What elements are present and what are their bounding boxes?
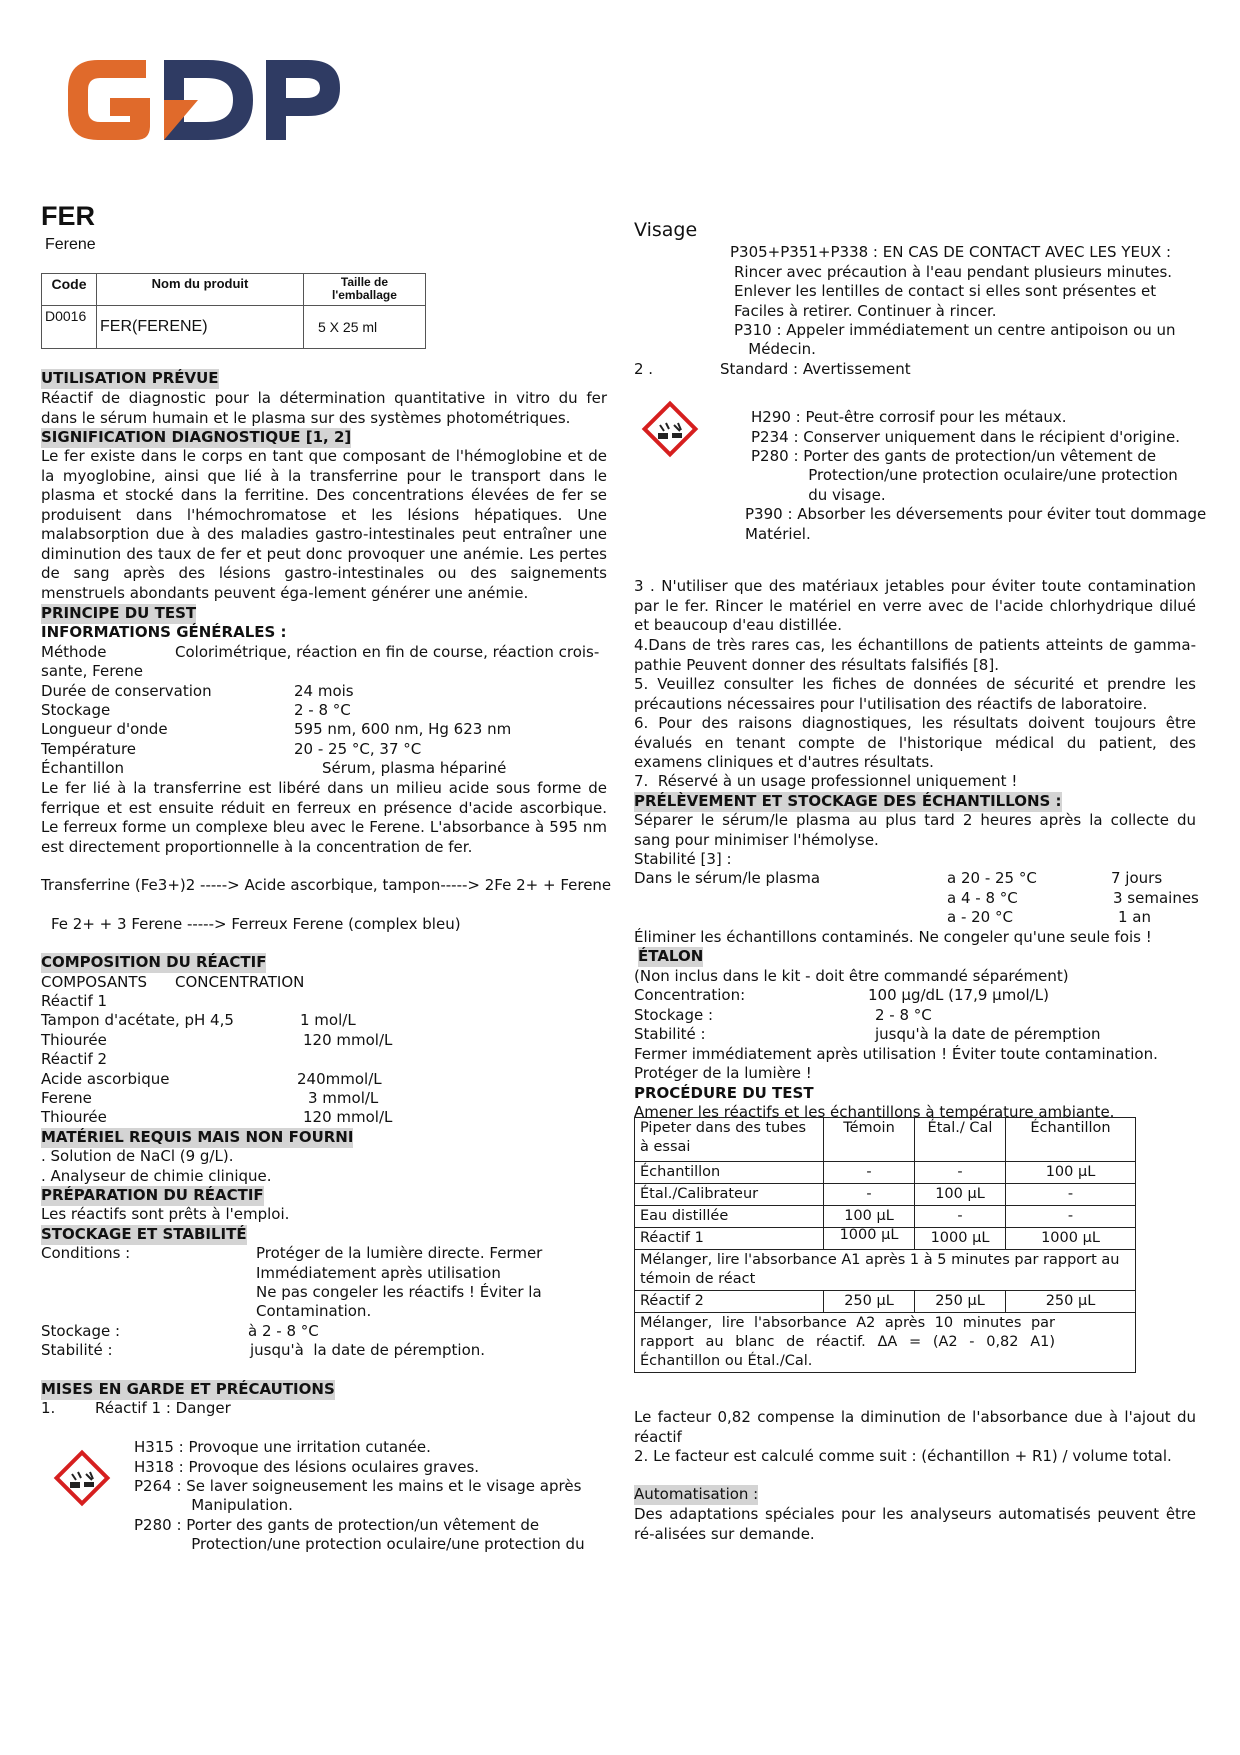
table-cell: Échantillon	[635, 1162, 824, 1184]
component-name: Ferene	[41, 1089, 92, 1107]
table-cell: Eau distillée	[635, 1206, 824, 1228]
hazard-statement: Manipulation.	[134, 1496, 293, 1514]
section-heading: ÉTALON	[638, 947, 704, 965]
signification-text: Le fer existe dans le corps en tant que composant de l'hémoglobine et de la myoglobine, ainsi que lié à la transferrine pour le transport dans le plasma et stocké dans la ferritine. Des concentrations élevées de fer se produisent dans l'hémochromatose et les lésions hépatiques. Une malabsorption due à des maladies gastro-intestinales peut entraîner une diminution des taux de fer et peut donc provoquer une anémie. Les pertes de sang après des lésions gastro-intestinales ou des saignements menstruels abondants peuvent éga-lement générer une anémie.	[41, 447, 607, 602]
prelev-text: Séparer le sérum/le plasma au plus tard 2 heures après la collecte du sang pour minimiser l'hémolyse.	[634, 811, 1196, 849]
table-cell: -	[1006, 1206, 1136, 1228]
table-cell: Réactif 1	[635, 1228, 824, 1250]
component-conc: 1 mol/L	[300, 1011, 356, 1029]
conditions-line: Immédiatement après utilisation	[256, 1264, 501, 1282]
table-cell: -	[915, 1162, 1006, 1184]
product-size: 5 X 25 ml	[304, 306, 426, 349]
table-row	[635, 1313, 1136, 1373]
table-header: Échantillon	[1006, 1118, 1136, 1162]
stabilite-ref: Stabilité [3] :	[634, 850, 732, 868]
conditions-label: Conditions :	[41, 1244, 131, 1262]
table-row	[635, 1291, 1136, 1313]
component-name: Thiourée	[41, 1108, 107, 1126]
table-cell: 100 µL	[824, 1206, 915, 1228]
etalon-label: Stabilité :	[634, 1025, 706, 1043]
page-title: FER	[41, 201, 95, 231]
component-name: Acide ascorbique	[41, 1070, 170, 1088]
stability-duration: 1 an	[1118, 908, 1152, 926]
corrosive-hazard-icon	[640, 399, 700, 459]
info-value: 20 - 25 °C, 37 °C	[294, 740, 422, 758]
etalon-label: Stockage :	[634, 1006, 714, 1024]
list-item: . Analyseur de chimie clinique.	[41, 1167, 272, 1185]
visage-text: Visage	[634, 219, 698, 241]
hazard-statement: P234 : Conserver uniquement dans le récipient d'origine.	[751, 428, 1180, 446]
table-row	[635, 1184, 1136, 1206]
section-heading: PROCÉDURE DU TEST	[634, 1084, 814, 1102]
product-code: D0016	[42, 306, 97, 349]
precaution-item: 6. Pour des raisons diagnostiques, les résultats doivent toujours être évalués en tenant compte de l'historique médical du patient, des examens cliniques et d'autres résultats.	[634, 714, 1196, 771]
stability-temp: a - 20 °C	[947, 908, 1013, 926]
section-heading: MATÉRIEL REQUIS MAIS NON FOURNI	[41, 1128, 354, 1146]
table-header: Nom du produit	[97, 274, 304, 306]
conditions-line: Protéger de la lumière directe. Fermer	[256, 1244, 543, 1262]
subsection-heading: INFORMATIONS GÉNÉRALES :	[41, 623, 287, 641]
hazard-statement: H315 : Provoque une irritation cutanée.	[134, 1438, 431, 1456]
stockage-label: Stockage :	[41, 1322, 121, 1340]
hazard-statement: P280 : Porter des gants de protection/un vêtement de	[751, 447, 1157, 465]
info-label: Longueur d'onde	[41, 720, 168, 738]
column-label: CONCENTRATION	[175, 973, 305, 991]
hazard-statement: Protection/une protection oculaire/une protection du	[134, 1535, 585, 1553]
table-row	[635, 1228, 1136, 1250]
proteger-text: Protéger de la lumière !	[634, 1064, 812, 1082]
info-value: sante, Ferene	[41, 662, 143, 680]
table-cell: 100 µL	[915, 1184, 1006, 1206]
precaution-line: P305+P351+P338 : EN CAS DE CONTACT AVEC LES YEUX :	[730, 243, 1172, 261]
etalon-value: 100 µg/dL (17,9 µmol/L)	[868, 986, 1049, 1004]
item-text: Réactif 1 : Danger	[95, 1399, 231, 1417]
section-heading: MISES EN GARDE ET PRÉCAUTIONS	[41, 1380, 335, 1398]
item-number: 1.	[41, 1399, 56, 1417]
facteur-text: Le facteur 0,82 compense la diminution de l'absorbance due à l'ajout du réactif	[634, 1408, 1196, 1446]
list-item: . Solution de NaCl (9 g/L).	[41, 1147, 234, 1165]
section-heading: STOCKAGE ET STABILITÉ	[41, 1225, 247, 1243]
table-cell: Mélanger, lire l'absorbance A1 après 1 à 5 minutes par rapport au témoin de réact	[635, 1250, 1136, 1291]
table-cell: 250 µL	[1006, 1291, 1136, 1313]
info-label: Méthode	[41, 643, 107, 661]
component-name: Thiourée	[41, 1031, 107, 1049]
section-heading: UTILISATION PRÉVUE	[41, 369, 219, 387]
info-value: 595 nm, 600 nm, Hg 623 nm	[294, 720, 512, 738]
table-cell: 100 µL	[1006, 1162, 1136, 1184]
etalon-label: Concentration:	[634, 986, 746, 1004]
component-conc: 120 mmol/L	[303, 1108, 393, 1126]
item-text: Standard : Avertissement	[720, 360, 911, 378]
reagent-label: Réactif 1	[41, 992, 108, 1010]
table-cell: 1000 µL	[1006, 1228, 1136, 1250]
precaution-item: 7. Réservé à un usage professionnel uniquement !	[634, 772, 1018, 790]
product-name: FER(FERENE)	[97, 306, 304, 349]
stability-duration: 7 jours	[1111, 869, 1163, 887]
etalon-value: jusqu'à la date de péremption	[875, 1025, 1101, 1043]
info-value: Sérum, plasma hépariné	[322, 759, 507, 777]
precaution-item: 3 . N'utiliser que des matériaux jetables pour éviter toute contamination par le fer. Rincer le matériel en verre avec de l'acide chlorhydrique dilué et beaucoup d'eau distillée.	[634, 577, 1196, 634]
stability-temp: a 4 - 8 °C	[947, 889, 1018, 907]
hazard-statement: Matériel.	[745, 525, 811, 543]
stabilite-label: Stabilité :	[41, 1341, 113, 1359]
item-number: 2 .	[634, 360, 654, 378]
info-value: 24 mois	[294, 682, 354, 700]
page-subtitle: Ferene	[45, 236, 96, 253]
info-value: 2 - 8 °C	[294, 701, 351, 719]
table-row	[635, 1162, 1136, 1184]
dans-serum-label: Dans le sérum/le plasma	[634, 869, 821, 887]
section-heading: COMPOSITION DU RÉACTIF	[41, 953, 267, 971]
product-table	[41, 273, 426, 349]
automatisation-text: Des adaptations spéciales pour les analyseurs automatisés peuvent être ré-alisées sur demande.	[634, 1505, 1196, 1543]
table-header: Étal./ Cal	[915, 1118, 1006, 1162]
section-heading: SIGNIFICATION DIAGNOSTIQUE [1, 2]	[41, 428, 352, 446]
table-cell: Réactif 2	[635, 1291, 824, 1313]
corrosive-hazard-icon	[52, 1448, 112, 1508]
reagent-label: Réactif 2	[41, 1050, 108, 1068]
reaction-equation: Fe 2+ + 3 Ferene -----> Ferreux Ferene (complex bleu)	[51, 915, 461, 933]
preparation-text: Les réactifs sont prêts à l'emploi.	[41, 1205, 290, 1223]
table-cell: 250 µL	[915, 1291, 1006, 1313]
hazard-statement: P390 : Absorber les déversements pour éviter tout dommage	[745, 505, 1207, 523]
table-row	[635, 1206, 1136, 1228]
table-row	[635, 1250, 1136, 1291]
stability-temp: a 20 - 25 °C	[947, 869, 1037, 887]
info-label: Durée de conservation	[41, 682, 212, 700]
info-value: Colorimétrique, réaction en fin de course, réaction crois-	[175, 643, 600, 661]
section-heading: PRÉPARATION DU RÉACTIF	[41, 1186, 264, 1204]
principe-text: Le fer lié à la transferrine est libéré dans un milieu acide sous forme de ferrique et est ensuite réduit en ferreux en présence d'acide ascorbique. Le ferreux forme un complexe bleu avec le Ferene. L'absorbance à 595 nm est directement proportionnelle à la concentration de fer.	[41, 779, 607, 856]
component-conc: 240mmol/L	[297, 1070, 382, 1088]
hazard-statement: H318 : Provoque des lésions oculaires graves.	[134, 1458, 480, 1476]
hazard-statement: H290 : Peut-être corrosif pour les métaux.	[751, 408, 1067, 426]
section-heading: PRÉLÈVEMENT ET STOCKAGE DES ÉCHANTILLONS :	[634, 792, 1062, 810]
component-conc: 3 mmol/L	[308, 1089, 379, 1107]
company-logo	[58, 48, 343, 148]
table-cell: Étal./Calibrateur	[635, 1184, 824, 1206]
precaution-item: 4.Dans de très rares cas, les échantillons de patients atteints de gamma-pathie Peuvent donner des résultats falsifiés [8].	[634, 636, 1196, 674]
etalon-value: 2 - 8 °C	[875, 1006, 932, 1024]
table-cell: -	[824, 1184, 915, 1206]
precaution-line: Faciles à retirer. Continuer à rincer.	[734, 302, 997, 320]
eliminer-text: Éliminer les échantillons contaminés. Ne congeler qu'une seule fois !	[634, 928, 1152, 946]
amener-text: Amener les réactifs et les échantillons à température ambiante.	[634, 1103, 1115, 1121]
procedure-table	[634, 1117, 1136, 1373]
table-header: Taille de l'emballage	[304, 274, 426, 306]
table-cell: 1000 µL	[824, 1228, 915, 1250]
table-header: Témoin	[824, 1118, 915, 1162]
column-label: COMPOSANTS	[41, 973, 148, 991]
hazard-statement: P280 : Porter des gants de protection/un vêtement de	[134, 1516, 540, 1534]
stability-duration: 3 semaines	[1113, 889, 1199, 907]
component-conc: 120 mmol/L	[303, 1031, 393, 1049]
info-label: Stockage	[41, 701, 111, 719]
reaction-equation: Transferrine (Fe3+)2 -----> Acide ascorbique, tampon-----> 2Fe 2+ + Ferene	[41, 876, 612, 894]
info-label: Échantillon	[41, 759, 124, 777]
info-label: Température	[41, 740, 137, 758]
stabilite-value: jusqu'à la date de péremption.	[250, 1341, 486, 1359]
stockage-value: à 2 - 8 °C	[248, 1322, 319, 1340]
table-cell: -	[915, 1206, 1006, 1228]
table-header: Pipeter dans des tubes à essai	[635, 1118, 824, 1162]
component-name: Tampon d'acétate, pH 4,5	[41, 1011, 234, 1029]
section-heading: Automatisation :	[634, 1485, 759, 1503]
precaution-line: Médecin.	[734, 340, 816, 358]
hazard-statement: P264 : Se laver soigneusement les mains et le visage après	[134, 1477, 582, 1495]
precaution-line: P310 : Appeler immédiatement un centre antipoison ou un	[734, 321, 1176, 339]
precaution-item: 5. Veuillez consulter les fiches de données de sécurité et prendre les précautions nécessaires pour l'utilisation des réactifs de laboratoire.	[634, 675, 1196, 713]
table-cell: 250 µL	[824, 1291, 915, 1313]
precaution-line: Rincer avec précaution à l'eau pendant plusieurs minutes.	[734, 263, 1173, 281]
table-cell: -	[824, 1162, 915, 1184]
facteur-text: 2. Le facteur est calculé comme suit : (échantillon + R1) / volume total.	[634, 1447, 1172, 1465]
fermer-text: Fermer immédiatement après utilisation ! Éviter toute contamination.	[634, 1045, 1158, 1063]
table-cell: -	[1006, 1184, 1136, 1206]
table-header: Code	[42, 274, 97, 306]
conditions-line: Contamination.	[256, 1302, 372, 1320]
hazard-statement: du visage.	[751, 486, 886, 504]
utilisation-text: Réactif de diagnostic pour la détermination quantitative in vitro du fer dans le sérum humain et le plasma sur des systèmes photométriques.	[41, 389, 607, 427]
hazard-statement: Protection/une protection oculaire/une protection	[751, 466, 1178, 484]
section-heading: PRINCIPE DU TEST	[41, 604, 197, 622]
conditions-line: Ne pas congeler les réactifs ! Éviter la	[256, 1283, 542, 1301]
etalon-note: (Non inclus dans le kit - doit être commandé séparément)	[634, 967, 1069, 985]
table-cell: Mélanger, lire l'absorbance A2 après 10 minutes par rapport au blanc de réactif. ΔA = (A2 - 0,82 A1) Échantillon ou Étal./Cal.	[635, 1313, 1136, 1373]
table-cell: 1000 µL	[915, 1228, 1006, 1250]
precaution-line: Enlever les lentilles de contact si elles sont présentes et	[734, 282, 1157, 300]
